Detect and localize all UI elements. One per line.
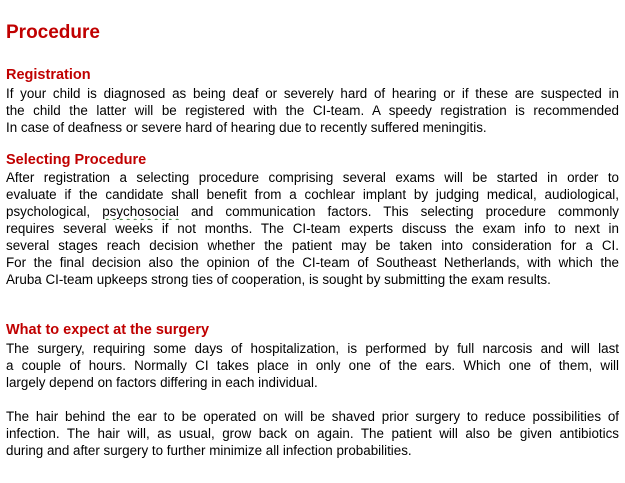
registration-paragraph <box>6 85 619 136</box>
registration-line-3: In case of deafness or severe hard of hearing due to recently suffered meningitis. <box>6 120 487 135</box>
page-title: Procedure <box>6 22 100 43</box>
selecting-line-3 <box>6 203 619 220</box>
surgery-p1-line-3: largely depend on factors differing in each individual. <box>6 375 318 390</box>
registration-heading: Registration <box>6 67 91 83</box>
registration-line-2: the child the latter will be registered with the CI-team. A speedy registration is recommended <box>6 103 619 118</box>
surgery-p2-line-3: during and after surgery to further minimize all infection probabilities. <box>6 443 412 458</box>
surgery-p2-line-1: The hair behind the ear to be operated on will be shaved prior surgery to reduce possibilities of <box>6 409 619 424</box>
spellcheck-word: psychosocial <box>102 204 179 219</box>
surgery-heading: What to expect at the surgery <box>6 322 210 338</box>
surgery-p2-line-2: infection. The hair will, as usual, grow back on again. The patient will also be given antibiotics <box>6 426 619 441</box>
selecting-line-1: After registration a selecting procedure comprising several exams will be started in order to <box>6 170 619 185</box>
selecting-line-3-part-2: and communication factors. This selecting procedure commonly <box>190 204 619 219</box>
selecting-line-3-part-1: psychological, <box>6 204 91 219</box>
selecting-line-7: Aruba CI-team upkeeps strong ties of cooperation, is sought by submitting the exam results. <box>6 272 551 287</box>
selecting-line-5: several stages reach decision whether the patient may be taken into consideration for a CI. <box>6 238 619 253</box>
surgery-p1-line-2: a couple of hours. Normally CI takes place in only one of the ears. Which one of them, will <box>6 358 619 373</box>
selecting-procedure-heading: Selecting Procedure <box>6 152 147 168</box>
surgery-paragraph-2 <box>6 408 619 459</box>
surgery-p1-line-1: The surgery, requiring some days of hospitalization, is performed by full narcosis and will last <box>6 341 619 356</box>
selecting-line-2: evaluate if the candidate shall benefit from a cochlear implant by judging medical, audiological, <box>6 187 619 202</box>
selecting-procedure-paragraph <box>6 169 619 288</box>
surgery-paragraph-1 <box>6 340 619 391</box>
selecting-line-6: For the final decision also the opinion of the CI-team of Southeast Netherlands, with which the <box>6 255 619 270</box>
selecting-line-4: requires several weeks if not months. The CI-team experts discuss the exam info to next in <box>6 221 619 236</box>
registration-line-1: If your child is diagnosed as being deaf or severely hard of hearing or if these are suspected in <box>6 86 619 101</box>
